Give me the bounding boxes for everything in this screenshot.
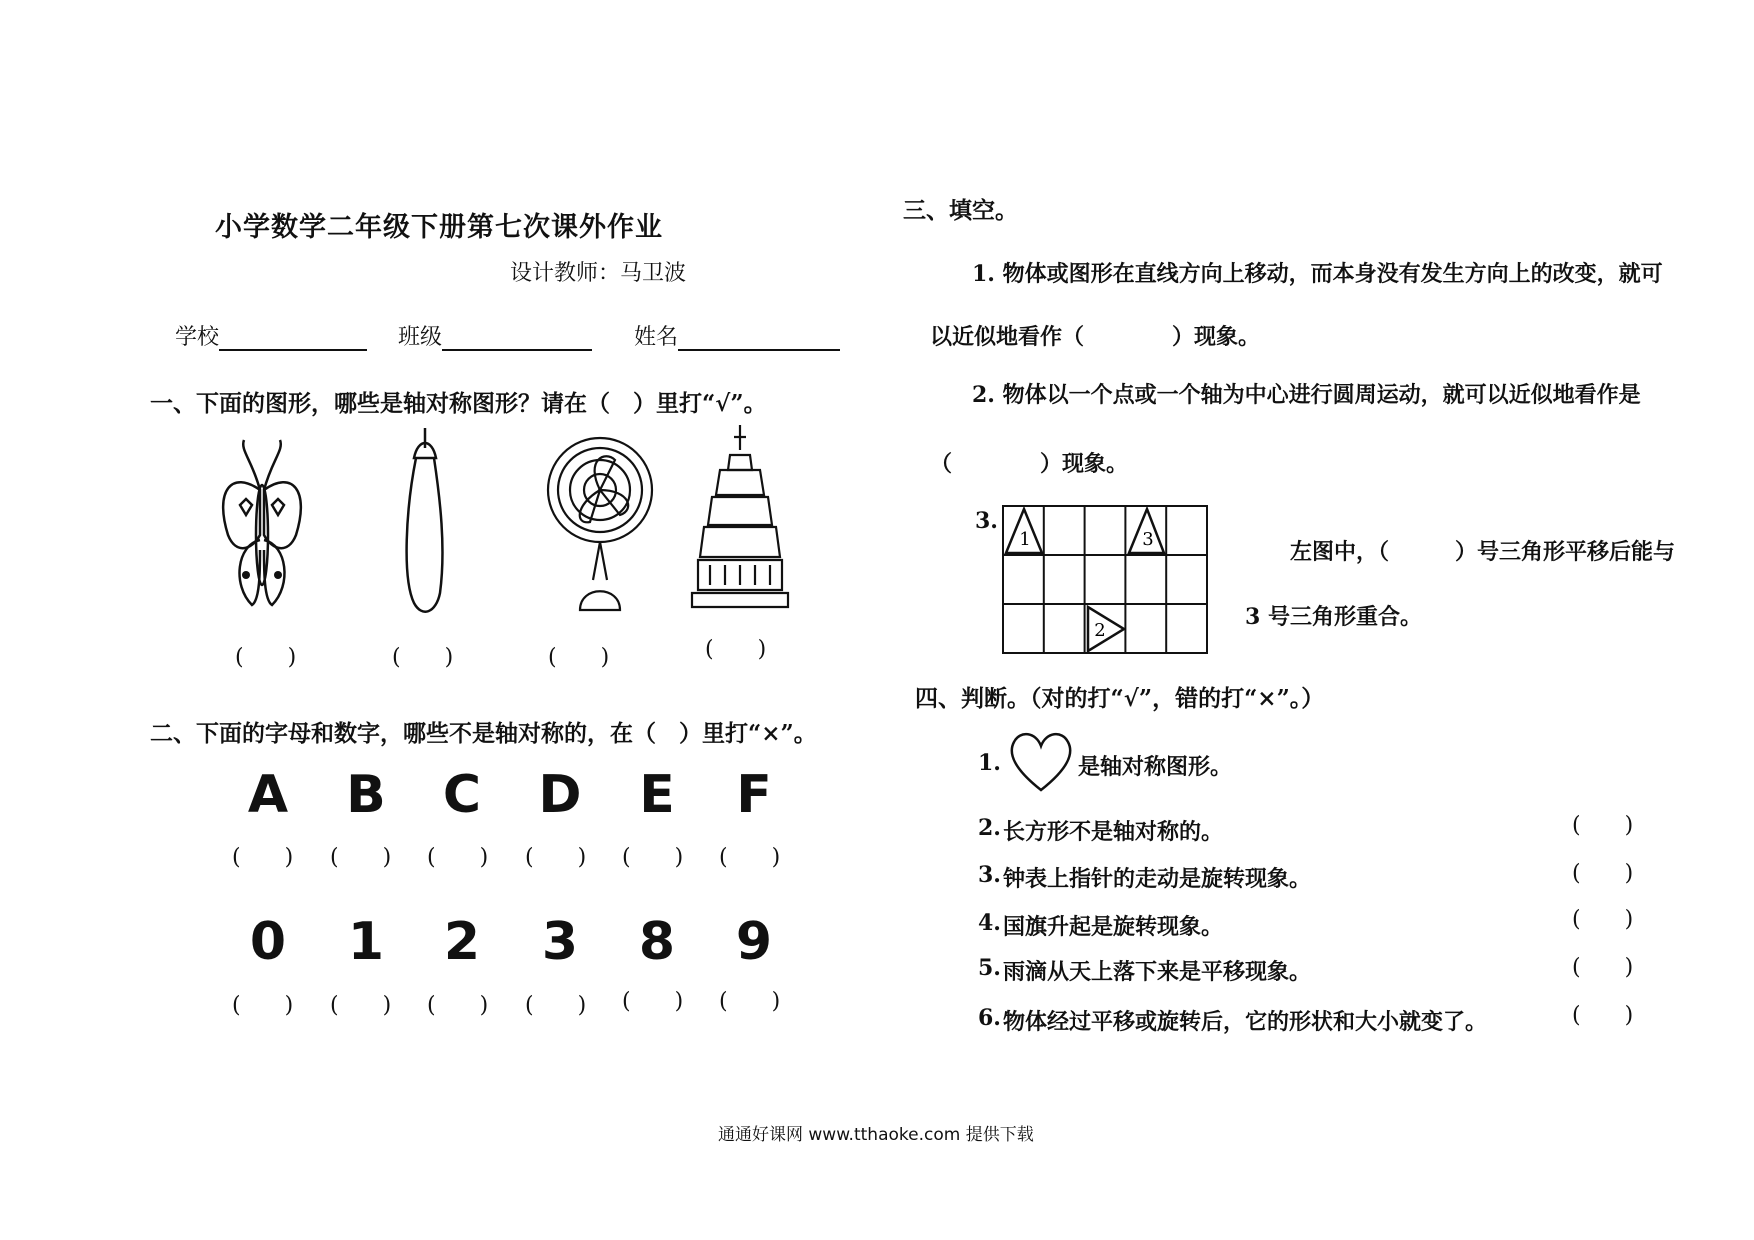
letter-char: E (639, 765, 675, 825)
letter-answer-paren[interactable]: ( ) (719, 845, 781, 870)
letter-answer-paren[interactable]: ( ) (232, 845, 294, 870)
digit-answer-paren[interactable]: ( ) (719, 989, 781, 1014)
section4-heading: 四、判断。（对的打“√”，错的打“×”。） (915, 685, 1325, 712)
digit-char: 0 (249, 912, 287, 972)
judge-text: 国旗升起是旋转现象。 (1003, 914, 1224, 940)
digit-char: 3 (541, 912, 579, 972)
judge-answer-paren[interactable]: ( ) (1572, 813, 1634, 838)
letter-answer-paren[interactable]: ( ) (622, 845, 684, 870)
fill-q1-line1: 1. 物体或图形在直线方向上移动，而本身没有发生方向上的改变，就可 (972, 261, 1663, 287)
letter-answer-paren[interactable]: ( ) (427, 845, 489, 870)
class-field[interactable] (398, 320, 592, 351)
school-label: 学校 (175, 325, 220, 350)
judge-number: 4. (978, 910, 1001, 936)
digit-char: 9 (735, 912, 773, 972)
digit-answer-paren[interactable]: ( ) (427, 993, 489, 1018)
triangle-label: 1 (1019, 529, 1031, 550)
digit-char: 1 (347, 912, 385, 972)
eggplant-icon (400, 428, 450, 618)
judge-number: 1. (978, 750, 1001, 776)
judge-answer-paren[interactable]: ( ) (1572, 907, 1634, 932)
digit-char: 2 (443, 912, 481, 972)
section1-heading: 一、下面的图形，哪些是轴对称图形？请在（ ）里打“√”。 (150, 390, 767, 417)
judge-text: 雨滴从天上落下来是平移现象。 (1003, 959, 1312, 985)
judge-text: 钟表上指针的走动是旋转现象。 (1003, 866, 1312, 892)
judge-number: 5. (978, 955, 1001, 981)
digit-answer-paren[interactable]: ( ) (330, 993, 392, 1018)
section3-heading: 三、填空。 (903, 197, 1018, 224)
butterfly-icon (222, 440, 302, 610)
judge-text: 物体经过平移或旋转后，它的形状和大小就变了。 (1003, 1009, 1488, 1035)
fan-icon (545, 430, 655, 615)
digit-char: 8 (638, 912, 676, 972)
judge-answer-paren[interactable]: ( ) (1572, 861, 1634, 886)
footer-credit: 通通好课网 www.tthaoke.com 提供下载 (718, 1125, 1034, 1145)
triangle-label: 2 (1094, 620, 1106, 641)
name-label: 姓名 (634, 325, 679, 350)
teacher-credit: 设计教师：马卫波 (510, 261, 687, 286)
class-label: 班级 (398, 325, 443, 350)
section2-heading: 二、下面的字母和数字，哪些不是轴对称的，在（ ）里打“×”。 (150, 720, 817, 747)
class-blank[interactable] (442, 323, 592, 351)
page-title: 小学数学二年级下册第七次课外作业 (215, 212, 663, 243)
fill-q3-number: 3. (975, 508, 998, 534)
letter-char: B (346, 765, 386, 825)
judge-text: 长方形不是轴对称的。 (1003, 819, 1224, 845)
triangle-grid (1002, 505, 1208, 655)
judge-answer-paren[interactable]: ( ) (1572, 955, 1634, 980)
digit-answer-paren[interactable]: ( ) (622, 989, 684, 1014)
judge-number: 2. (978, 815, 1001, 841)
judge-answer-paren[interactable]: ( ) (1572, 1003, 1634, 1028)
letter-char: F (736, 765, 772, 825)
fill-q3-line2: 3 号三角形重合。 (1245, 604, 1422, 630)
digit-answer-paren[interactable]: ( ) (525, 993, 587, 1018)
fill-q2-line1: 2. 物体以一个点或一个轴为中心进行圆周运动，就可以近似地看作是 (972, 382, 1641, 408)
picture-answer-paren[interactable]: ( ) (392, 645, 454, 670)
picture-answer-paren[interactable]: ( ) (235, 645, 297, 670)
name-blank[interactable] (678, 323, 840, 351)
letter-answer-paren[interactable]: ( ) (525, 845, 587, 870)
judge-text: 是轴对称图形。 (1078, 754, 1233, 780)
letter-char: D (538, 765, 582, 825)
fill-q3-line1: 左图中，（ ）号三角形平移后能与 (1290, 539, 1676, 565)
judge-number: 3. (978, 862, 1001, 888)
fill-q2-line2: （ ）现象。 (930, 451, 1129, 477)
letter-answer-paren[interactable]: ( ) (330, 845, 392, 870)
picture-answer-paren[interactable]: ( ) (548, 645, 610, 670)
school-field[interactable] (175, 320, 367, 351)
name-field[interactable] (634, 320, 840, 351)
picture-answer-paren[interactable]: ( ) (705, 637, 767, 662)
letter-char: A (247, 765, 289, 825)
judge-number: 6. (978, 1005, 1001, 1031)
heart-icon (1008, 728, 1074, 794)
school-blank[interactable] (219, 323, 367, 351)
letter-char: C (442, 765, 482, 825)
fill-q1-line2: 以近似地看作（ ）现象。 (930, 324, 1261, 350)
digit-answer-paren[interactable]: ( ) (232, 993, 294, 1018)
pagoda-icon (690, 425, 790, 615)
triangle-label: 3 (1142, 529, 1154, 550)
